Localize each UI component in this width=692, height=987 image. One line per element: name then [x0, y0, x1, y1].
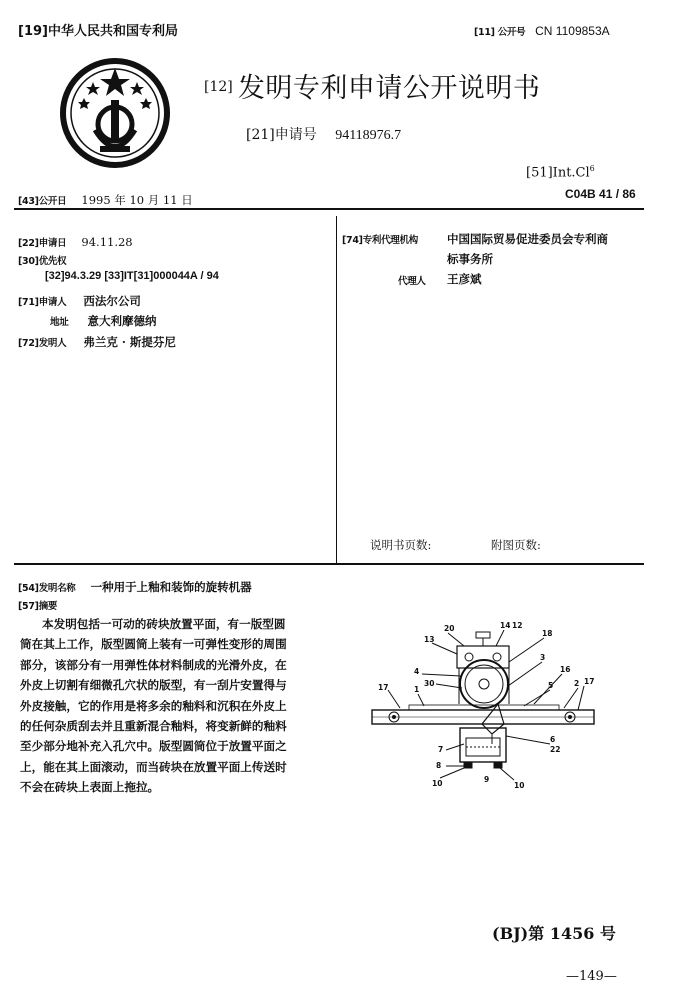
int-classification-label: [51]Int.Cl	[526, 165, 590, 181]
address-value: 意大利摩德纳	[87, 314, 157, 328]
abstract-label: [57]摘要	[18, 601, 58, 612]
figure-label: 10	[514, 781, 525, 790]
filing-date-label: [22]申请日	[18, 238, 67, 249]
figure-label: 9	[484, 775, 490, 784]
figure-label: 3	[540, 653, 546, 662]
application-number	[246, 124, 401, 144]
figure-label: 13	[424, 635, 435, 644]
figure-label: 14	[500, 621, 511, 630]
title-code: [12]	[204, 79, 233, 95]
address-label: 地址	[50, 317, 69, 328]
title-text: 发明专利申请公开说明书	[237, 73, 541, 104]
patent-office-name: [19]中华人民共和国专利局	[18, 24, 178, 39]
figure-label: 30	[424, 679, 435, 688]
publication-number-label: [11] 公开号	[474, 27, 526, 38]
abstract-line: 上，能在其上面滚动，而当砖块在放置平面上传送时	[20, 759, 287, 774]
machine-figure	[364, 616, 602, 798]
priority-value: [32]94.3.29 [33]IT[31]000044A / 94	[45, 270, 219, 282]
figure-label: 17	[378, 683, 389, 692]
filing-date	[18, 231, 133, 250]
figure-label: 20	[444, 624, 455, 633]
int-classification-edition: 6	[589, 164, 595, 173]
inventor	[18, 331, 176, 350]
publication-number	[474, 24, 610, 38]
agency-line-2: 标事务所	[447, 252, 493, 266]
figure-label: 1	[414, 685, 420, 694]
publication-number-value: CN 1109853A	[535, 24, 610, 38]
abstract-line: 不会在砖块上表面上拖拉。	[20, 780, 160, 795]
abstract-line: 外皮上切割有细微孔穴状的版型，有一刮片安置得与	[20, 678, 287, 693]
agent-value: 王彦斌	[447, 272, 482, 286]
page-number: —149—	[566, 969, 617, 984]
inventor-label: [72]发明人	[18, 338, 67, 349]
publication-date-label: [43]公开日	[18, 196, 67, 207]
inventor-value: 弗兰克 · 斯提芬尼	[83, 335, 176, 349]
agent-label: 代理人	[398, 276, 426, 287]
figure-label: 10	[432, 779, 443, 788]
abstract-line: 筒在其上工作，版型圆筒上装有一可弹性变形的周围	[20, 637, 287, 652]
figure-label: 8	[436, 761, 442, 770]
publication-date-value: 1995 年 10 月 11 日	[81, 193, 193, 207]
applicant-label: [71]申请人	[18, 297, 67, 308]
invention-name-value: 一种用于上釉和装饰的旋转机器	[90, 580, 252, 594]
applicant	[18, 290, 141, 309]
priority-label: [30]优先权	[18, 256, 67, 267]
figure-label: 7	[438, 745, 444, 754]
document-reference: (BJ)第 1456 号	[492, 924, 616, 943]
abstract-divider	[14, 563, 644, 565]
figure-label: 18	[542, 629, 553, 638]
figure-label: 22	[550, 745, 561, 754]
abstract-line: 至少部分地补充入孔穴中。版型圆筒位于放置平面之	[20, 739, 287, 754]
header-divider	[14, 208, 644, 210]
column-divider	[336, 216, 337, 563]
figure-label: 16	[560, 665, 571, 674]
figure-label: 6	[550, 735, 556, 744]
application-number-label: [21]申请号	[246, 127, 317, 143]
abstract-line: 的任何杂质刮去并且重新混合釉料，将变新鲜的釉料	[20, 719, 287, 734]
figure-label: 5	[548, 681, 554, 690]
drawings-page-count: 附图页数:	[491, 538, 541, 552]
filing-date-value: 94.11.28	[81, 235, 133, 249]
figure-label: 2	[574, 679, 580, 688]
state-emblem-icon	[60, 58, 170, 168]
figure-label: 4	[414, 667, 420, 676]
applicant-address	[50, 310, 157, 329]
description-page-count: 说明书页数:	[370, 538, 432, 552]
abstract-text	[20, 614, 340, 798]
publication-date	[18, 189, 193, 208]
abstract-line: 外皮接触，它的作用是将多余的釉料和沉积在外皮上	[20, 698, 287, 713]
agency-label: [74]专利代理机构	[342, 235, 418, 246]
int-classification	[526, 164, 595, 180]
abstract-line: 本发明包括一可动的砖块放置平面，有一版型圆	[42, 617, 286, 631]
document-title	[204, 66, 540, 105]
invention-name	[18, 576, 252, 595]
application-number-value: 94118976.7	[335, 128, 402, 143]
abstract-line: 部分，该部分有一用弹性体材料制成的光滑外皮，在	[20, 657, 287, 672]
invention-name-label: [54]发明名称	[18, 583, 76, 594]
int-classification-code: C04B 41 / 86	[565, 187, 636, 201]
figure-label: 17	[584, 677, 595, 686]
figure-label: 12	[512, 621, 523, 630]
agency-line-1: 中国国际贸易促进委员会专利商	[447, 232, 608, 246]
applicant-value: 西法尔公司	[83, 294, 141, 308]
machine-drawing	[372, 630, 594, 780]
